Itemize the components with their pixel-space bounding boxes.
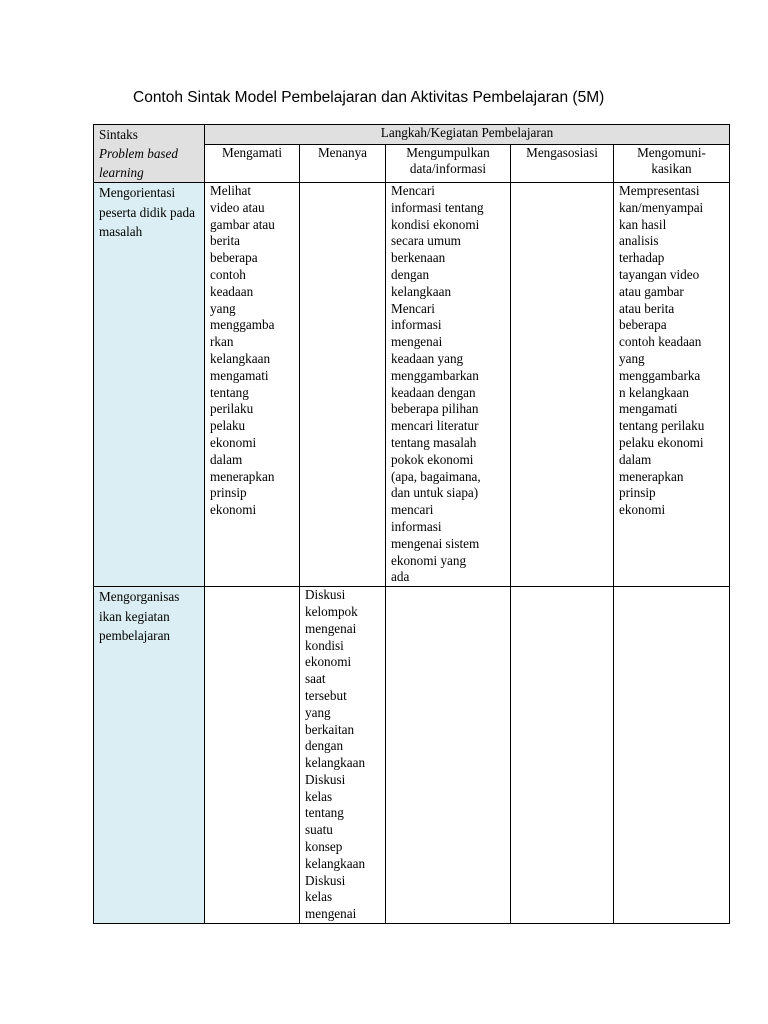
table-cell (386, 587, 511, 924)
sintaks-model-label: Problem based learning (99, 146, 178, 180)
table-cell (511, 587, 614, 924)
table-cell: Melihat video atau gambar atau berita beberapa contoh keadaan yang menggamba rkan kelangkaan mengamati tentang perilaku pelaku ekonomi dalam menerapkan prinsip ekonomi (205, 183, 300, 587)
table-cell (300, 183, 386, 587)
step-header-mengumpulkan: Mengumpulkan data/informasi (386, 144, 511, 182)
sintaks-cell: Mengorganisas ikan kegiatan pembelajaran (94, 587, 205, 924)
document-title: Contoh Sintak Model Pembelajaran dan Aktivitas Pembelajaran (5M) (133, 89, 605, 106)
table-cell: Mencari informasi tentang kondisi ekonomi secara umum berkenaan dengan kelangkaan Mencari informasi mengenai keadaan yang menggambarkan keadaan dengan beberapa pilihan mencari literatur tentang masalah pokok ekonomi (apa, bagaimana, dan untuk siapa) mencari informasi mengenai sistem ekonomi yang ada (386, 183, 511, 587)
step-header-mengamati: Mengamati (205, 144, 300, 182)
table-cell (205, 587, 300, 924)
step-header-mengasosiasi: Mengasosiasi (511, 144, 614, 182)
table-cell (511, 183, 614, 587)
table-cell: Diskusi kelompok mengenai kondisi ekonomi saat tersebut yang berkaitan dengan kelangkaan Diskusi kelas tentang suatu konsep kelangkaan Diskusi kelas mengenai (300, 587, 386, 924)
table-row (94, 587, 730, 924)
sintaks-table (93, 124, 730, 924)
sintaks-label: Sintaks (99, 127, 138, 142)
table-cell (614, 587, 730, 924)
table-cell: Mempresentasi kan/menyampai kan hasil analisis terhadap tayangan video atau gambar atau berita beberapa contoh keadaan yang menggambarka n kelangkaan mengamati tentang perilaku pelaku ekonomi dalam menerapkan prinsip ekonomi (614, 183, 730, 587)
step-header-menanya: Menanya (300, 144, 386, 182)
step-header-mengomunikasikan: Mengomuni- kasikan (614, 144, 730, 182)
sintaks-cell: Mengorientasi peserta didik pada masalah (94, 183, 205, 587)
langkah-group-header: Langkah/Kegiatan Pembelajaran (205, 125, 730, 145)
table-header-row-1 (94, 125, 730, 145)
sintaks-header-cell (94, 125, 205, 183)
table-row (94, 183, 730, 587)
